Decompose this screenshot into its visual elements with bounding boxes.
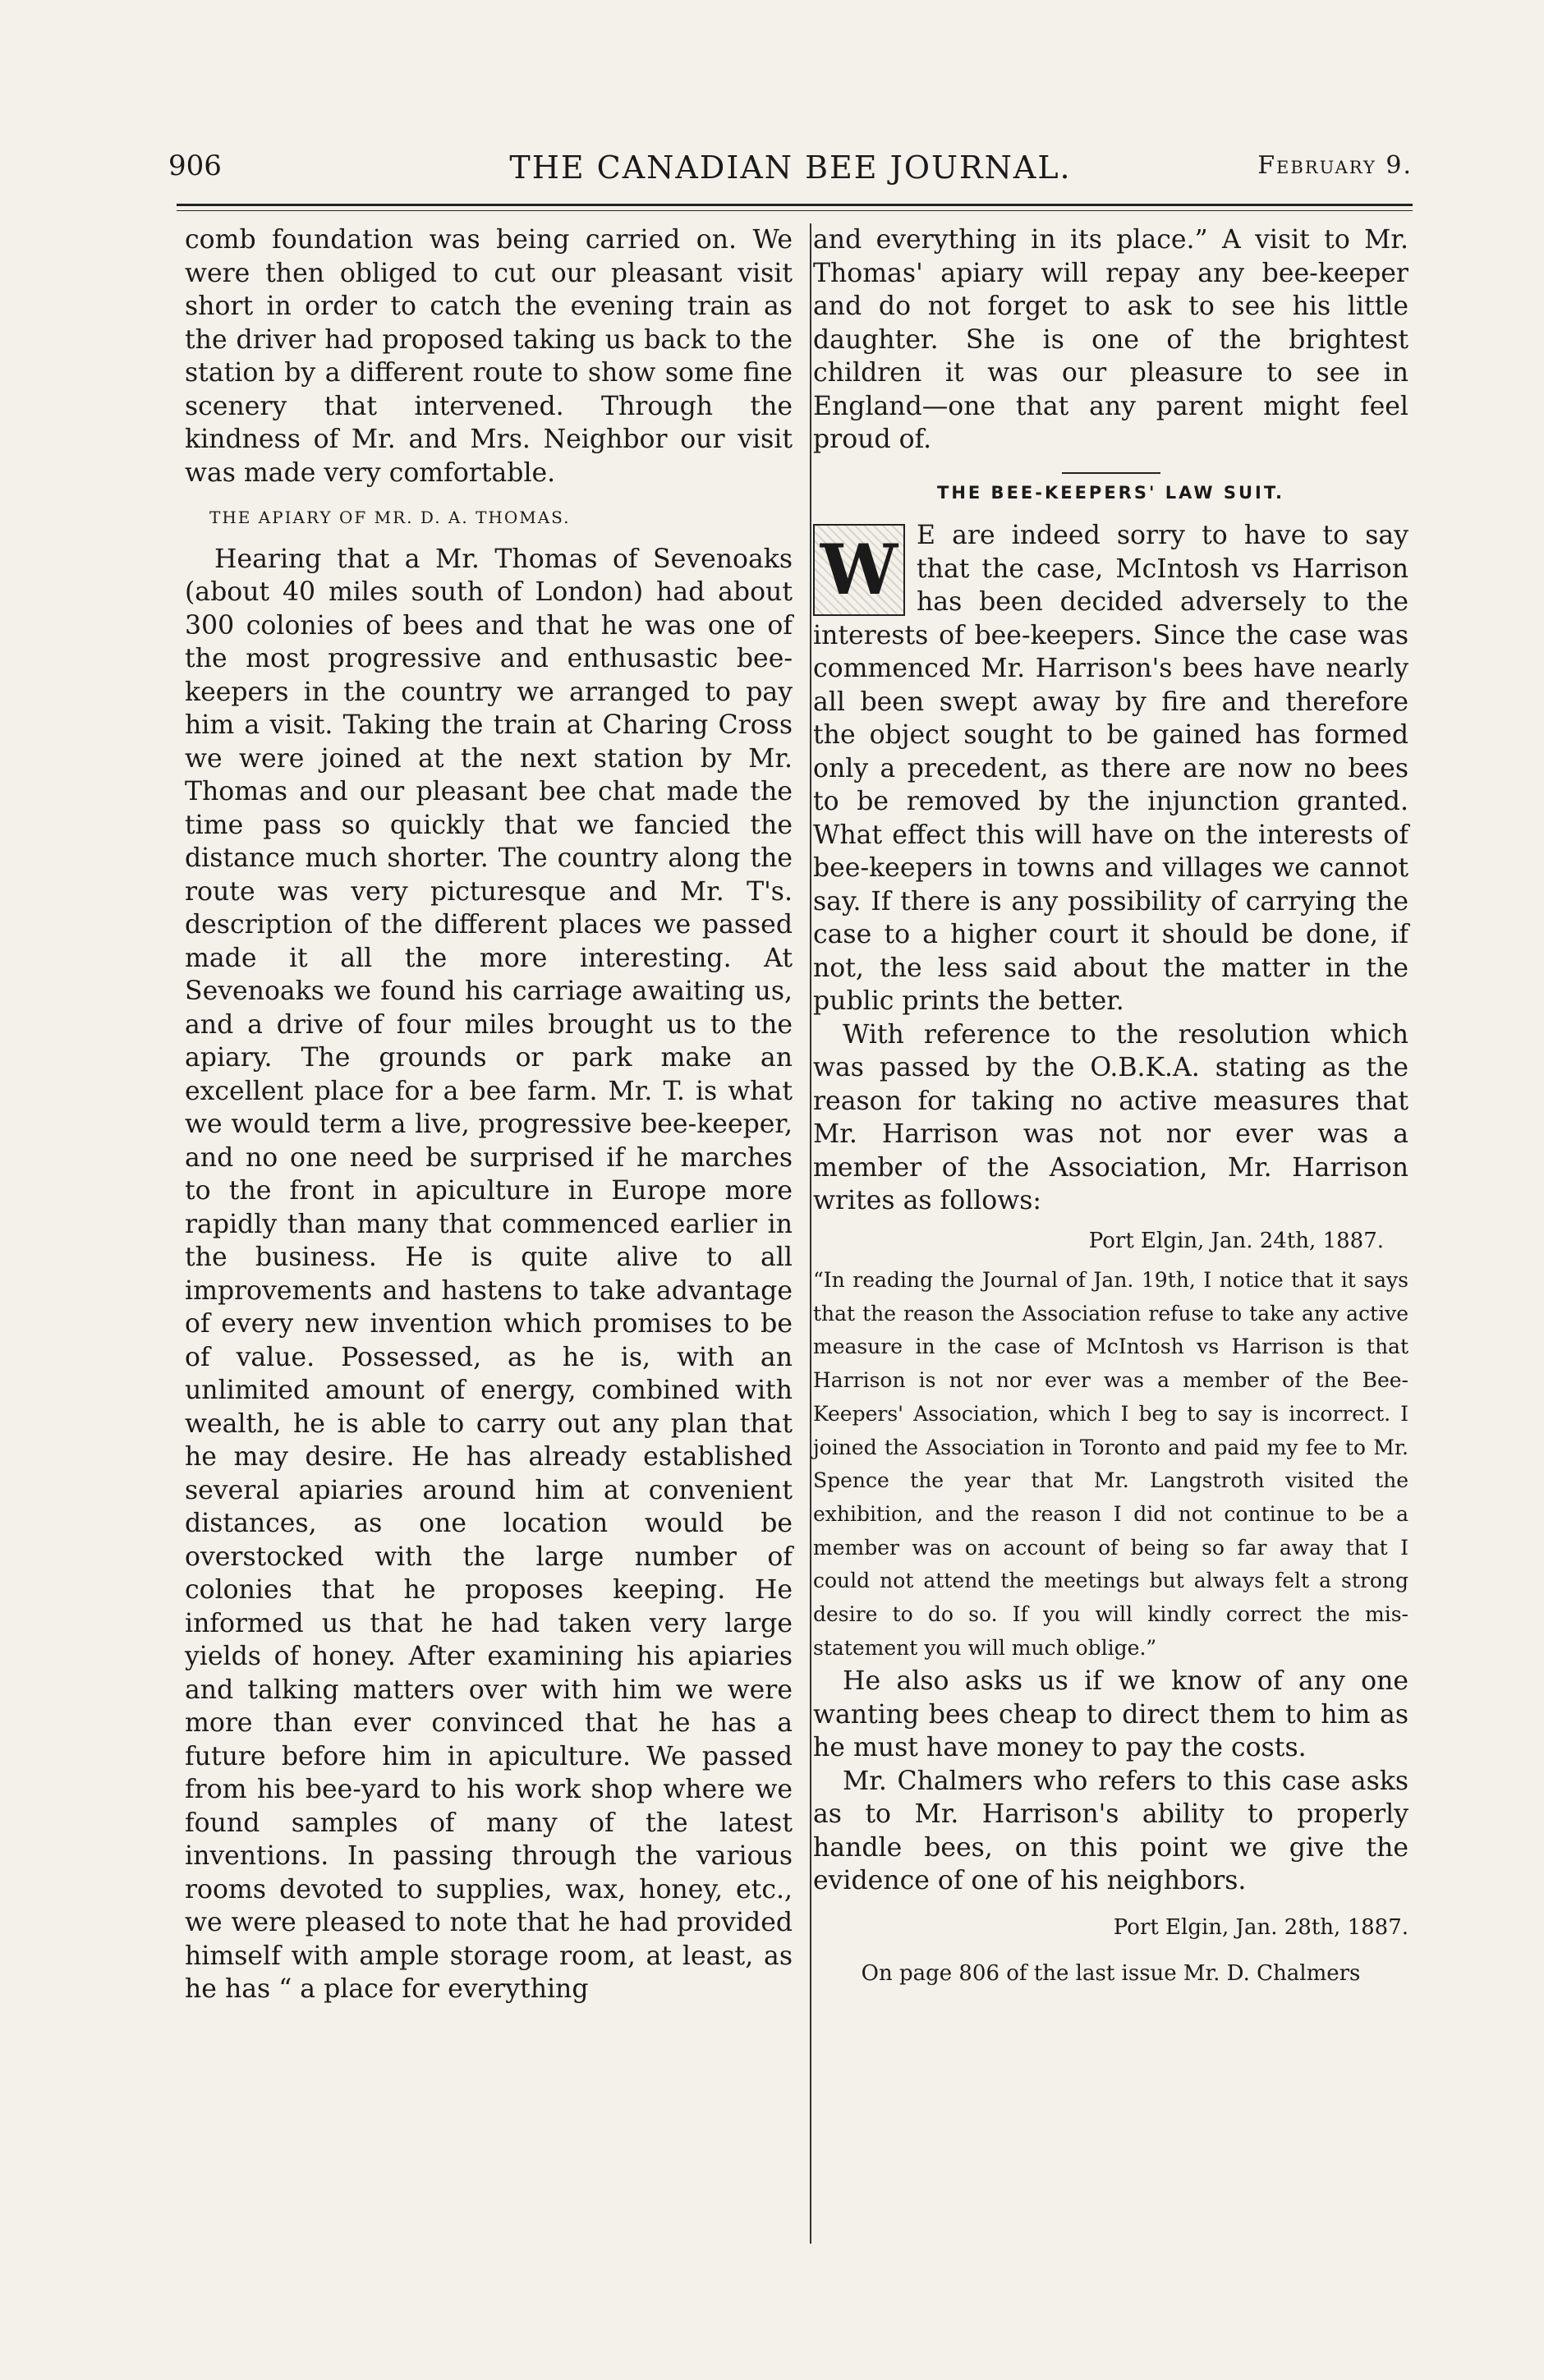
dropcap-letter: W — [813, 524, 905, 616]
left-paragraph-2: Hearing that a Mr. Thomas of Sevenoaks (about 40 miles south of London) had about 300 colonies of bees and that he was one of the most progressive and enthusastic bee-keepers in the country we arranged to pay him a visit. Taking the train at Charing Cross we were joined at the next station by Mr. Thomas and our pleasant bee chat made the time pass so quickly that we fancied the distance much shorter. The country along the route was very picturesque and Mr. T's. description of the different places we passed made it all the more interesting. At Sevenoaks we found his carriage awaiting us, and a drive of four miles brought us to the apiary. The grounds or park make an excellent place for a bee farm. Mr. T. is what we would term a live, progressive bee-keeper, and no one need be surprised if he marches to the front in apiculture in Europe more rapidly than many that commenced earlier in the business. He is quite alive to all improvements and hastens to take advantage of every new invention which promises to be of value. Possessed, as he is, with an unlimited amount of energy, combined with wealth, he is able to carry out any plan that he may desire. He has already established several apiaries around him at convenient distances, as one location would be overstocked with the large number of colonies that he proposes keeping. He informed us that he had taken very large yields of honey. After examining his apiaries and talking matters over with him we were more than ever convinced that he has a future before him in apiculture. We passed from his bee-yard to his work shop where we found samples of many of the latest inventions. In passing through the various rooms devoted to supplies, wax, honey, etc., we were pleased to note that he had provided himself with ample storage room, at least, as he has “ a place for everything — [185, 544, 793, 2004]
issue-date: February 9. — [1257, 151, 1413, 180]
right-column — [813, 223, 1408, 1991]
header-rule — [177, 204, 1413, 206]
right-paragraph-2: E are indeed sorry to have to say that the case, McIntosh vs Harrison has been decided adversely to the interests of bee-keepers. Since the case was commenced Mr. Harrison's bees have nearly all been swept away by fire and therefore the object sought to be gained has formed only a precedent, as there are now no bees to be removed by the injunction granted. What effect this will have on the interests of bee-keepers in towns and villages we cannot say. If there is any possibility of carrying the case to a higher court it should be done, if not, the less said about the matter in the public prints the better. — [813, 521, 1408, 1016]
right-paragraph-3: With reference to the resolution which was passed by the O.B.K.A. stating as the reason for taking no active measures that Mr. Harrison was not nor ever was a member of the Association, Mr. Harrison writes as follows: — [813, 1019, 1408, 1215]
column-divider — [810, 223, 811, 2244]
harrison-letter: “In reading the Journal of Jan. 19th, I notice that it says that the reason the Association refuse to take any active measure in the case of McIntosh vs Harrison is that Harrison is not nor ever was a member of the Bee-Keepers' Association, which I beg to say is incorrect. I joined the Association in Toronto and paid my fee to Mr. Spence the year that Mr. Langstroth visited the exhibition, and the reason I did not continue to be a member was on account of being so far away that I could not attend the meetings but always felt a strong desire to do so. If you will kindly correct the mis-statement you will much oblige.” — [813, 1268, 1408, 1660]
apiary-subheading: THE APIARY OF MR. D. A. THOMAS. — [209, 508, 571, 527]
left-paragraph-1: comb foundation was being carried on. We were then obliged to cut our pleasant visit short in order to catch the evening train as the driver had proposed taking us back to the station by a different route to show some fine scenery that intervened. Through the kindness of Mr. and Mrs. Neighbor our visit was made very comfortable. — [185, 225, 793, 488]
page-header — [168, 149, 1413, 199]
right-paragraph-1: and everything in its place.” A visit to Mr. Thomas' apiary will repay any bee-keeper and do not forget to ask to see his little daughter. She is one of the brightest children it was our pleasure to see in England—one that any parent might feel proud of. — [813, 225, 1408, 454]
letter-dateline: Port Elgin, Jan. 24th, 1887. — [1088, 1228, 1384, 1253]
header-rule-thin — [177, 210, 1413, 211]
ornament-divider — [813, 457, 1408, 473]
left-column — [185, 223, 793, 2006]
page-number: 906 — [168, 149, 222, 182]
journal-title: THE CANADIAN BEE JOURNAL. — [509, 149, 1072, 186]
law-suit-heading: THE BEE-KEEPERS' LAW SUIT. — [937, 482, 1284, 503]
right-paragraph-4: He also asks us if we know of any one wanting bees cheap to direct them to him as he must have money to pay the costs. — [813, 1666, 1408, 1763]
second-dateline: Port Elgin, Jan. 28th, 1887. — [1113, 1914, 1408, 1940]
right-paragraph-5: Mr. Chalmers who refers to this case asks as to Mr. Harrison's ability to properly handle bees, on this point we give the evidence of one of his neighbors. — [813, 1766, 1408, 1896]
last-line: On page 806 of the last issue Mr. D. Chalmers — [861, 1961, 1361, 1987]
